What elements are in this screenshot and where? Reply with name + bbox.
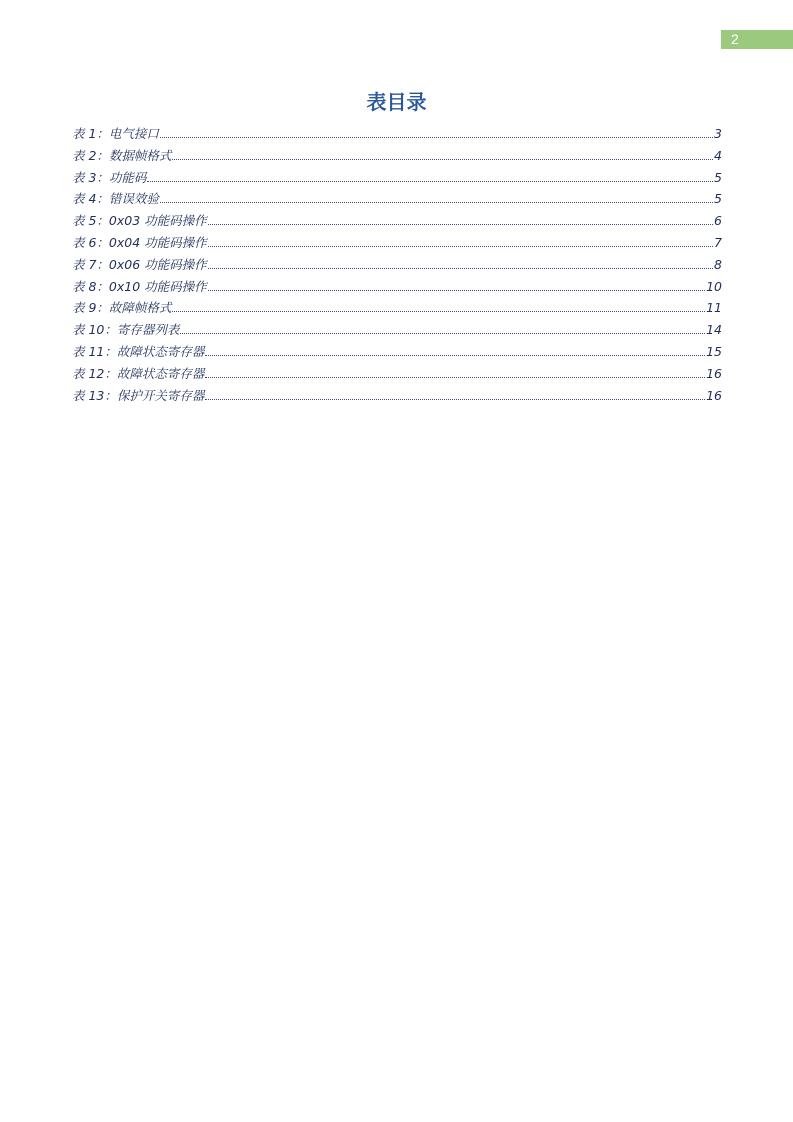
toc-entry-page: 14 bbox=[706, 322, 722, 338]
toc-entry[interactable] bbox=[72, 188, 722, 210]
toc-entry-label: 表 2：数据帧格式 bbox=[72, 147, 172, 163]
dot-leader bbox=[160, 201, 713, 203]
dot-leader bbox=[208, 267, 713, 269]
toc-entry[interactable] bbox=[72, 276, 722, 298]
table-of-tables bbox=[72, 123, 722, 406]
toc-entry-label: 表 1：电气接口 bbox=[72, 126, 159, 141]
toc-entry[interactable] bbox=[72, 123, 722, 145]
dot-leader bbox=[208, 289, 705, 291]
dot-leader bbox=[180, 332, 705, 334]
toc-entry-page: 5 bbox=[714, 169, 722, 185]
toc-entry[interactable] bbox=[72, 319, 722, 341]
toc-entry-label: 表 5：0x03 功能码操作 bbox=[72, 213, 207, 229]
toc-entry-label: 表 4：错误效验 bbox=[72, 191, 159, 207]
dot-leader bbox=[205, 376, 705, 378]
toc-entry-page: 16 bbox=[706, 365, 722, 381]
dot-leader bbox=[208, 245, 713, 247]
toc-entry-label: 表 10：寄存器列表 bbox=[72, 322, 180, 338]
dot-leader bbox=[147, 180, 713, 182]
toc-entry-label: 表 3：功能码 bbox=[72, 169, 147, 185]
toc-entry[interactable] bbox=[72, 363, 722, 385]
toc-entry-page: 4 bbox=[714, 147, 722, 163]
toc-entry[interactable] bbox=[72, 145, 722, 167]
toc-entry[interactable] bbox=[72, 254, 722, 276]
toc-entry-page: 7 bbox=[714, 234, 722, 250]
toc-entry-page: 8 bbox=[714, 256, 722, 272]
toc-entry-label: 表 12：故障状态寄存器 bbox=[72, 365, 205, 381]
toc-entry-page: 10 bbox=[706, 278, 722, 294]
toc-entry-label: 表 11：故障状态寄存器 bbox=[72, 343, 205, 359]
toc-entry-page: 6 bbox=[714, 213, 722, 229]
toc-entry-page: 5 bbox=[714, 191, 722, 207]
toc-entry-page: 15 bbox=[706, 343, 722, 359]
toc-entry-label: 表 13：保护开关寄存器 bbox=[72, 387, 205, 403]
toc-entry[interactable] bbox=[72, 210, 722, 232]
dot-leader bbox=[172, 158, 713, 160]
dot-leader bbox=[172, 310, 705, 312]
toc-entry-label: 表 8：0x10 功能码操作 bbox=[72, 278, 207, 294]
toc-entry[interactable] bbox=[72, 232, 722, 254]
toc-entry-label: 表 9：故障帧格式 bbox=[72, 300, 172, 316]
toc-entry[interactable] bbox=[72, 341, 722, 363]
toc-entry[interactable] bbox=[72, 385, 722, 407]
dot-leader bbox=[205, 398, 705, 400]
dot-leader bbox=[208, 223, 713, 225]
toc-entry-label: 表 7：0x06 功能码操作 bbox=[72, 256, 207, 272]
toc-entry-label: 表 6：0x04 功能码操作 bbox=[72, 234, 207, 250]
toc-entry-page: 3 bbox=[714, 126, 722, 141]
toc-entry[interactable] bbox=[72, 167, 722, 189]
page-number-badge: 2 bbox=[721, 30, 793, 49]
toc-entry-page: 11 bbox=[706, 300, 722, 316]
dot-leader bbox=[160, 136, 713, 138]
dot-leader bbox=[205, 354, 705, 356]
toc-entry[interactable] bbox=[72, 297, 722, 319]
toc-title: 表目录 bbox=[366, 90, 427, 114]
toc-entry-page: 16 bbox=[706, 387, 722, 403]
